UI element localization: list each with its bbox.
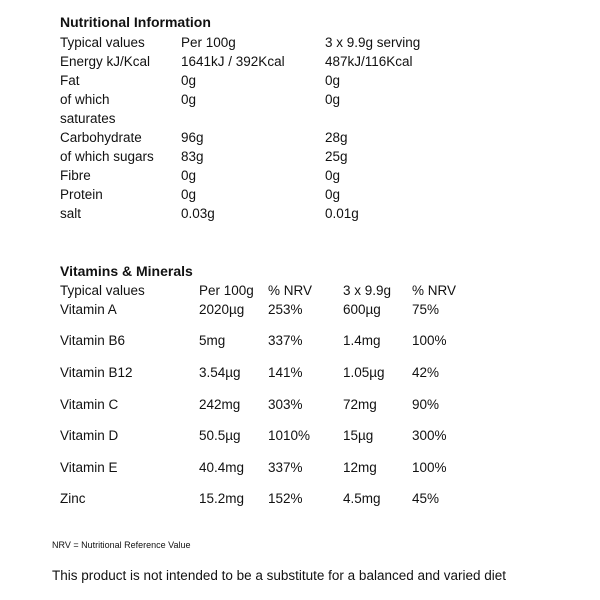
vitamin-row-serving: 1.05µg xyxy=(343,365,385,380)
vitamins-title: Vitamins & Minerals xyxy=(60,263,193,279)
vitamin-row-nrv100: 337% xyxy=(268,460,303,475)
vitamin-row-nrv-serving: 75% xyxy=(412,302,440,317)
nutrition-title: Nutritional Information xyxy=(60,14,211,30)
vitamin-row-per100: 242mg xyxy=(199,397,241,412)
nutrition-row-per100: 0g xyxy=(181,73,197,88)
vitamin-row-nrv-serving: 90% xyxy=(412,397,440,412)
nutrition-row-label: Protein xyxy=(60,187,103,202)
nutrition-row-serving: 28g xyxy=(325,130,348,145)
nutrition-header-serving: 3 x 9.9g serving xyxy=(325,35,421,50)
vitamin-row-per100: 5mg xyxy=(199,333,226,348)
vitamin-row-nrv100: 337% xyxy=(268,333,303,348)
nutrition-row-per100: 1641kJ / 392Kcal xyxy=(181,54,285,69)
nutrition-row-label: Fibre xyxy=(60,168,91,183)
vitamin-row-name: Vitamin C xyxy=(60,397,119,412)
nutrition-row-label: of which xyxy=(60,92,110,107)
nutrition-row-per100: 0g xyxy=(181,187,197,202)
vitamin-row-per100: 15.2mg xyxy=(199,491,245,506)
vitamin-row-nrv-serving: 100% xyxy=(412,460,447,475)
nutrition-row-serving: 0.01g xyxy=(325,206,359,221)
nutrition-row-label: of which sugars xyxy=(60,149,154,164)
vitamin-row-nrv-serving: 42% xyxy=(412,365,440,380)
nrv-footnote: NRV = Nutritional Reference Value xyxy=(52,540,191,550)
nutrition-header-label: Typical values xyxy=(60,35,145,50)
vitamin-row-serving: 4.5mg xyxy=(343,491,381,506)
vitamin-row-nrv100: 152% xyxy=(268,491,303,506)
vitamin-row-name: Zinc xyxy=(60,491,86,506)
nutrition-row-label: Fat xyxy=(60,73,80,88)
nutrition-row-serving: 0g xyxy=(325,92,341,107)
nutrition-row-label: salt xyxy=(60,206,82,221)
vitamins-header-nrv100: % NRV xyxy=(268,283,313,298)
vitamin-row-serving: 15µg xyxy=(343,428,374,443)
nutrition-row-serving: 0g xyxy=(325,187,341,202)
vitamin-row-nrv100: 1010% xyxy=(268,428,311,443)
vitamin-row-name: Vitamin A xyxy=(60,302,117,317)
vitamin-row-per100: 2020µg xyxy=(199,302,245,317)
nutrition-row-per100: 96g xyxy=(181,130,204,145)
vitamin-row-nrv-serving: 300% xyxy=(412,428,447,443)
nutrition-row-serving: 487kJ/116Kcal xyxy=(325,54,413,69)
disclaimer-text: This product is not intended to be a substitute for a balanced and varied diet xyxy=(52,568,507,583)
nutrition-row-per100: 0g xyxy=(181,168,197,183)
vitamin-row-serving: 600µg xyxy=(343,302,381,317)
nutrition-row-serving: 0g xyxy=(325,73,341,88)
nutrition-row-per100: 0.03g xyxy=(181,206,215,221)
vitamin-row-nrv100: 253% xyxy=(268,302,303,317)
nutrition-row-serving: 25g xyxy=(325,149,348,164)
vitamin-row-serving: 72mg xyxy=(343,397,377,412)
vitamin-row-name: Vitamin B12 xyxy=(60,365,133,380)
vitamins-header-nrv-serving: % NRV xyxy=(412,283,457,298)
vitamin-row-nrv100: 141% xyxy=(268,365,303,380)
vitamin-row-per100: 50.5µg xyxy=(199,428,241,443)
nutrition-header-per100: Per 100g xyxy=(181,35,236,50)
vitamins-header-per100: Per 100g xyxy=(199,283,254,298)
vitamin-row-serving: 1.4mg xyxy=(343,333,381,348)
vitamin-row-name: Vitamin E xyxy=(60,460,118,475)
nutrition-row-serving: 0g xyxy=(325,168,341,183)
vitamins-header-label: Typical values xyxy=(60,283,145,298)
vitamin-row-nrv-serving: 45% xyxy=(412,491,440,506)
nutrition-row-label: Energy kJ/Kcal xyxy=(60,54,151,69)
vitamins-header-serving: 3 x 9.9g xyxy=(343,283,392,298)
nutrition-row-per100: 0g xyxy=(181,92,197,107)
vitamin-row-per100: 40.4mg xyxy=(199,460,245,475)
vitamin-row-per100: 3.54µg xyxy=(199,365,241,380)
vitamin-row-serving: 12mg xyxy=(343,460,377,475)
nutrition-row-label-continued: saturates xyxy=(60,111,116,126)
nutrition-row-per100: 83g xyxy=(181,149,204,164)
vitamin-row-name: Vitamin B6 xyxy=(60,333,126,348)
vitamin-row-name: Vitamin D xyxy=(60,428,119,443)
vitamin-row-nrv-serving: 100% xyxy=(412,333,447,348)
vitamin-row-nrv100: 303% xyxy=(268,397,303,412)
nutrition-row-label: Carbohydrate xyxy=(60,130,142,145)
